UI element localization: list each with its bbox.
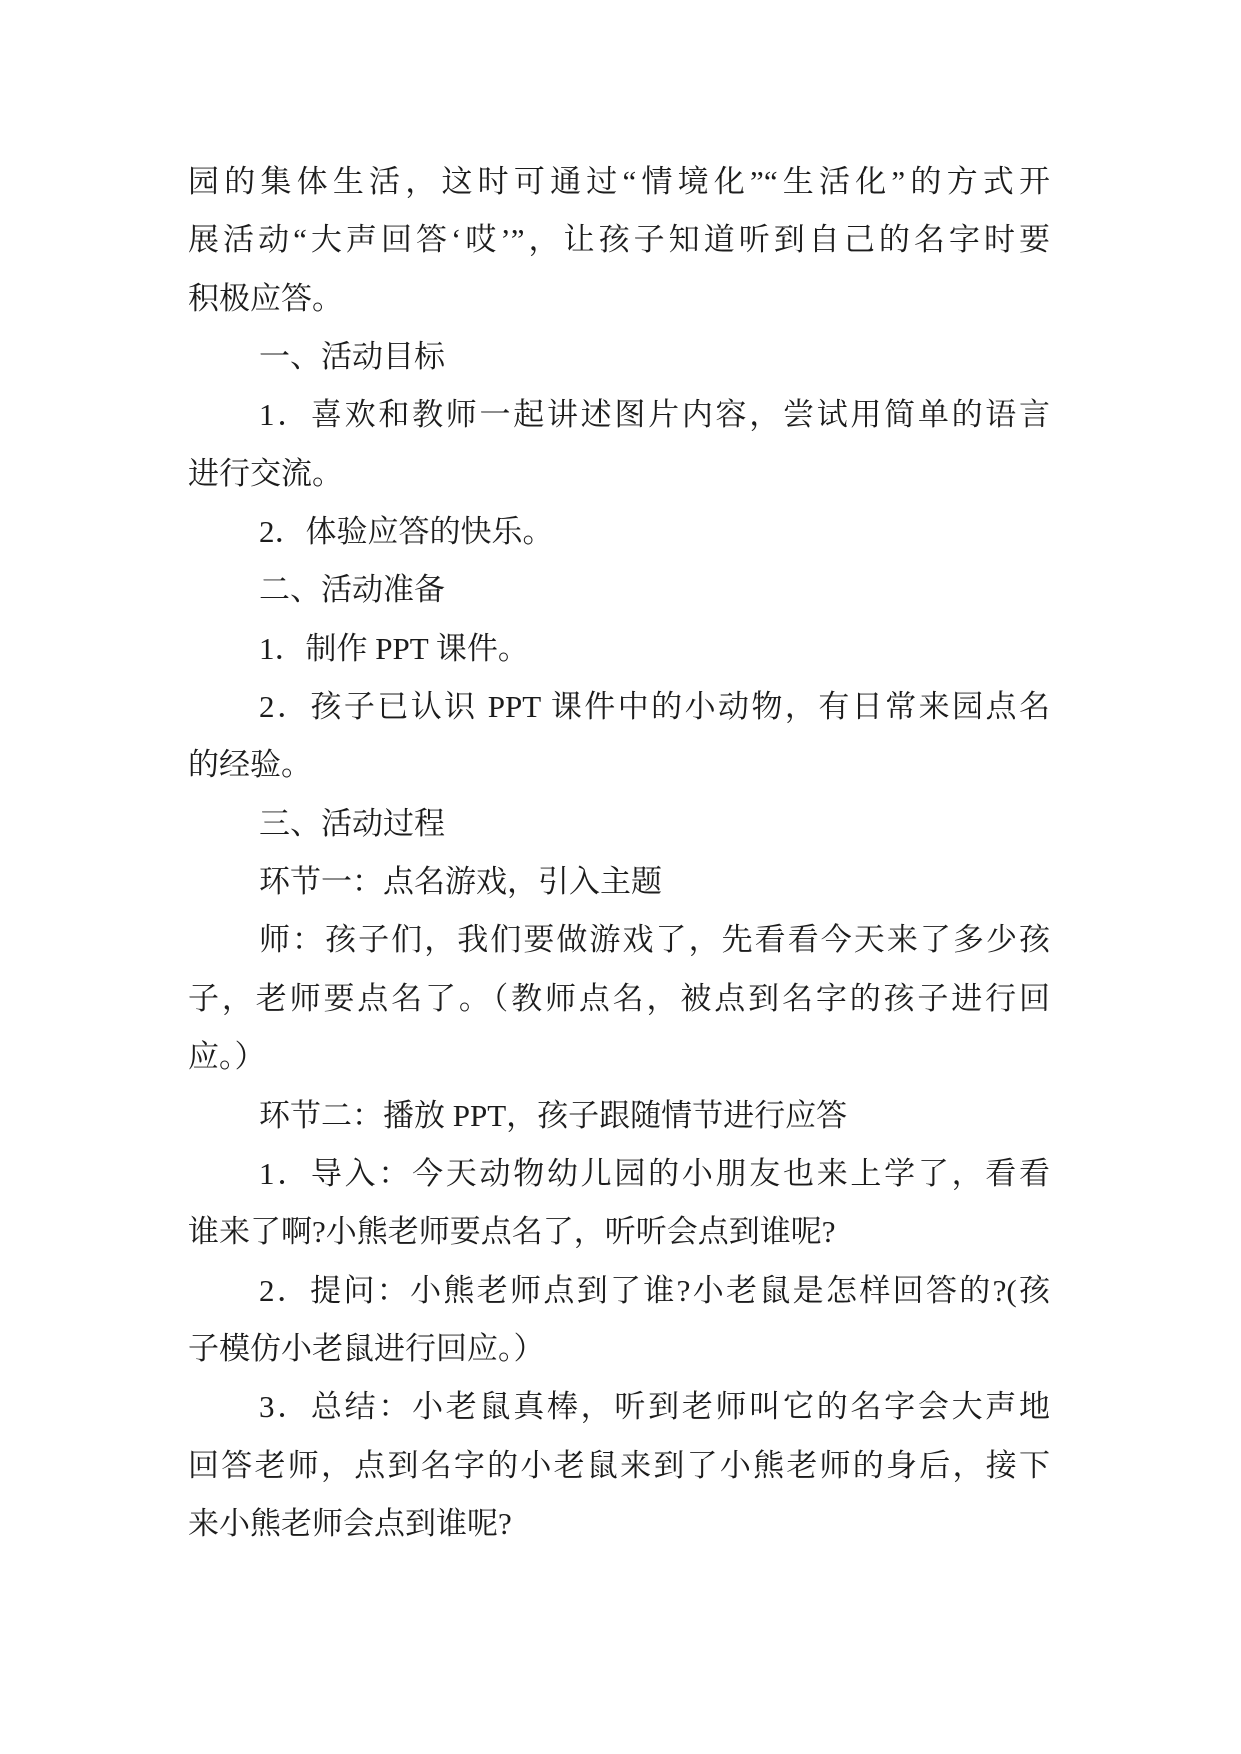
paragraph-1 — [188, 153, 1050, 328]
paragraph-14 — [188, 1378, 1050, 1553]
text-line: 二、活动准备 — [259, 572, 445, 608]
paragraph-2 — [188, 328, 1050, 386]
document-body — [188, 153, 1050, 1553]
text-line: 1．导入：今天动物幼儿园的小朋友也来上学了，看看 — [259, 1155, 1050, 1191]
paragraph-10 — [188, 911, 1050, 1086]
text-line: 子模仿小老鼠进行回应。） — [188, 1330, 545, 1366]
paragraph-11 — [188, 1087, 1050, 1145]
paragraph-7 — [188, 678, 1050, 795]
text-line: 师：孩子们，我们要做游戏了，先看看今天来了多少孩 — [259, 922, 1050, 958]
text-line: 子，老师要点名了。（教师点名，被点到名字的孩子进行回 — [188, 980, 1050, 1016]
text-line: 2．提问：小熊老师点到了谁?小老鼠是怎样回答的?(孩 — [259, 1272, 1050, 1308]
paragraph-8 — [188, 795, 1050, 853]
text-line: 环节一：点名游戏，引入主题 — [259, 864, 662, 900]
text-line: 回答老师，点到名字的小老鼠来到了小熊老师的身后，接下 — [188, 1447, 1050, 1483]
text-line: 展活动“大声回答‘哎’”，让孩子知道听到自己的名字时要 — [188, 222, 1050, 258]
paragraph-13 — [188, 1262, 1050, 1379]
text-line: 2．体验应答的快乐。 — [259, 514, 554, 550]
text-line: 应。） — [188, 1039, 266, 1075]
text-line: 环节二：播放 PPT，孩子跟随情节进行应答 — [259, 1097, 848, 1133]
paragraph-3 — [188, 386, 1050, 503]
text-line: 园的集体生活，这时可通过“情境化”“生活化”的方式开 — [188, 164, 1050, 199]
text-line: 积极应答。 — [188, 280, 343, 316]
text-line: 来小熊老师会点到谁呢? — [188, 1505, 512, 1541]
text-line: 三、活动过程 — [259, 805, 445, 841]
paragraph-9 — [188, 853, 1050, 911]
paragraph-12 — [188, 1145, 1050, 1262]
text-line: 1．喜欢和教师一起讲述图片内容，尝试用简单的语言 — [259, 397, 1050, 433]
paragraph-6 — [188, 620, 1050, 678]
text-line: 进行交流。 — [188, 455, 343, 491]
text-line: 一、活动目标 — [259, 339, 445, 375]
text-line: 2．孩子已认识 PPT 课件中的小动物，有日常来园点名 — [259, 689, 1050, 725]
text-line: 谁来了啊?小熊老师要点名了，听听会点到谁呢? — [188, 1214, 836, 1250]
paragraph-4 — [188, 503, 1050, 561]
paragraph-5 — [188, 561, 1050, 619]
text-line: 3．总结：小老鼠真棒，听到老师叫它的名字会大声地 — [259, 1389, 1050, 1425]
text-line: 1．制作 PPT 课件。 — [259, 630, 529, 666]
text-line: 的经验。 — [188, 747, 312, 783]
